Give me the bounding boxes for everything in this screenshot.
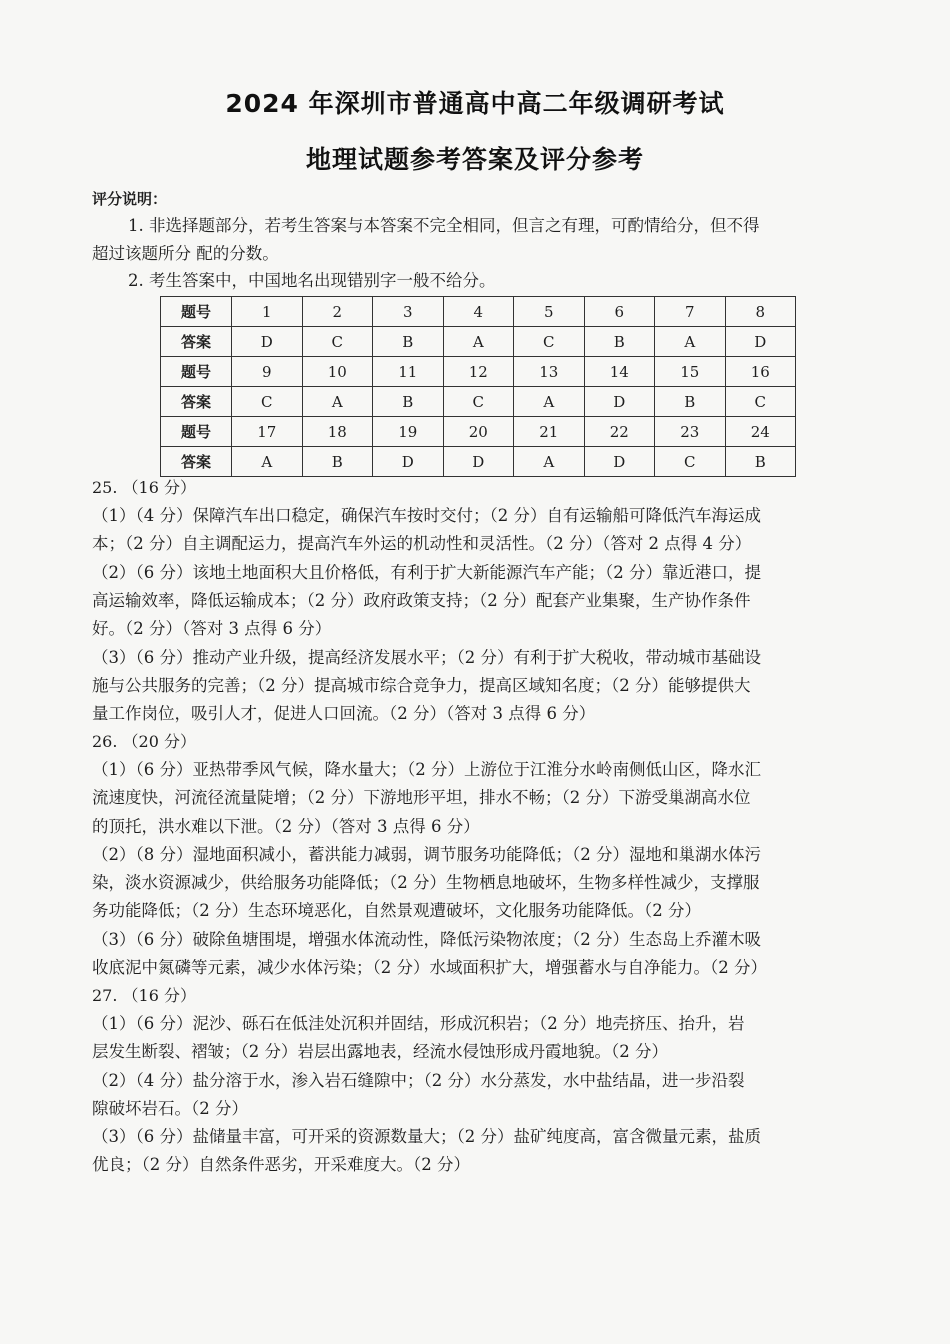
answer-cell: C bbox=[514, 327, 585, 357]
q25-line: 施与公共服务的完善；（2 分）提高城市综合竞争力，提高区域知名度；（2 分）能够提供大 bbox=[92, 676, 751, 695]
question-number: 19 bbox=[373, 417, 444, 447]
answer-cell: A bbox=[232, 447, 303, 477]
q26-line: 的顶托，洪水难以下泄。（2 分）（答对 3 点得 6 分） bbox=[92, 817, 480, 836]
q25-line: 本；（2 分）自主调配运力，提高汽车外运的机动性和灵活性。（2 分）（答对 2 点得 4 分） bbox=[92, 534, 752, 553]
document-subtitle: 地理试题参考答案及评分参考 bbox=[305, 145, 644, 174]
answer-cell: D bbox=[373, 447, 444, 477]
q25-line: （2）（6 分）该地土地面积大且价格低，有利于扩大新能源汽车产能；（2 分）靠近港口，提 bbox=[92, 563, 761, 582]
answer-cell: C bbox=[302, 327, 373, 357]
answer-cell: A bbox=[655, 327, 726, 357]
question-number: 24 bbox=[725, 417, 796, 447]
answer-cell: B bbox=[302, 447, 373, 477]
q27-line: （1）（6 分）泥沙、砾石在低洼处沉积并固结，形成沉积岩；（2 分）地壳挤压、抬升，岩 bbox=[92, 1014, 745, 1033]
answer-cell: D bbox=[584, 447, 655, 477]
table-label-question: 题号 bbox=[161, 297, 232, 327]
q26-line: 收底泥中氮磷等元素，减少水体污染；（2 分）水域面积扩大，增强蓄水与自净能力。（2 分） bbox=[92, 958, 767, 977]
question-number: 1 bbox=[232, 297, 303, 327]
answer-cell: C bbox=[725, 387, 796, 417]
question-number: 10 bbox=[302, 357, 373, 387]
question-number: 6 bbox=[584, 297, 655, 327]
question-number: 18 bbox=[302, 417, 373, 447]
answer-cell: A bbox=[514, 447, 585, 477]
q27-heading: 27. （16 分） bbox=[92, 986, 196, 1005]
scoring-note-1: 1. 非选择题部分，若考生答案与本答案不完全相同，但言之有理，可酌情给分，但不得 bbox=[128, 216, 760, 235]
scoring-notes-heading: 评分说明： bbox=[92, 190, 168, 208]
answer-cell: B bbox=[725, 447, 796, 477]
question-number: 23 bbox=[655, 417, 726, 447]
table-row-numbers-3 bbox=[161, 417, 796, 447]
q26-line: （3）（6 分）破除鱼塘围堤，增强水体流动性，降低污染物浓度；（2 分）生态岛上乔灌木吸 bbox=[92, 930, 761, 949]
q26-line: （1）（6 分）亚热带季风气候，降水量大；（2 分）上游位于江淮分水岭南侧低山区，降水汇 bbox=[92, 760, 761, 779]
answer-cell: D bbox=[584, 387, 655, 417]
q26-line: 务功能降低；（2 分）生态环境恶化，自然景观遭破坏，文化服务功能降低。（2 分） bbox=[92, 901, 701, 920]
question-number: 14 bbox=[584, 357, 655, 387]
table-row-answers-1 bbox=[161, 327, 796, 357]
answer-cell: A bbox=[443, 327, 514, 357]
answer-table bbox=[160, 296, 796, 477]
table-row-numbers-1 bbox=[161, 297, 796, 327]
scoring-note-1-cont: 超过该题所分 配的分数。 bbox=[92, 244, 279, 263]
table-label-question: 题号 bbox=[161, 417, 232, 447]
table-label-answer: 答案 bbox=[161, 327, 232, 357]
answer-cell: C bbox=[443, 387, 514, 417]
table-row-answers-2 bbox=[161, 387, 796, 417]
exam-title: 2024 年深圳市普通高中高二年级调研考试 bbox=[225, 89, 725, 118]
question-number: 7 bbox=[655, 297, 726, 327]
answer-cell: C bbox=[655, 447, 726, 477]
question-number: 17 bbox=[232, 417, 303, 447]
question-number: 13 bbox=[514, 357, 585, 387]
q25-line: （1）（4 分）保障汽车出口稳定，确保汽车按时交付；（2 分）自有运输船可降低汽车海运成 bbox=[92, 506, 761, 525]
table-row-answers-3 bbox=[161, 447, 796, 477]
question-number: 22 bbox=[584, 417, 655, 447]
q27-line: （3）（6 分）盐储量丰富，可开采的资源数量大；（2 分）盐矿纯度高，富含微量元素，盐质 bbox=[92, 1127, 761, 1146]
table-row-numbers-2 bbox=[161, 357, 796, 387]
table-label-question: 题号 bbox=[161, 357, 232, 387]
q27-line: 优良；（2 分）自然条件恶劣，开采难度大。（2 分） bbox=[92, 1155, 470, 1174]
table-label-answer: 答案 bbox=[161, 387, 232, 417]
answer-cell: B bbox=[373, 387, 444, 417]
question-number: 16 bbox=[725, 357, 796, 387]
question-number: 12 bbox=[443, 357, 514, 387]
q27-line: 层发生断裂、褶皱；（2 分）岩层出露地表，经流水侵蚀形成丹霞地貌。（2 分） bbox=[92, 1042, 668, 1061]
q25-line: 高运输效率，降低运输成本；（2 分）政府政策支持；（2 分）配套产业集聚，生产协作条件 bbox=[92, 591, 751, 610]
q25-line: 好。（2 分）（答对 3 点得 6 分） bbox=[92, 619, 332, 638]
q26-line: 染，淡水资源减少，供给服务功能降低；（2 分）生物栖息地破坏，生物多样性减少，支撑服 bbox=[92, 873, 760, 892]
answer-cell: A bbox=[302, 387, 373, 417]
q25-line: 量工作岗位，吸引人才，促进人口回流。（2 分）（答对 3 点得 6 分） bbox=[92, 704, 596, 723]
q27-line: 隙破坏岩石。（2 分） bbox=[92, 1099, 248, 1118]
q26-line: 流速度快，河流径流量陡增；（2 分）下游地形平坦，排水不畅；（2 分）下游受巢湖高水位 bbox=[92, 788, 751, 807]
question-number: 4 bbox=[443, 297, 514, 327]
answer-cell: D bbox=[725, 327, 796, 357]
q25-heading: 25. （16 分） bbox=[92, 478, 196, 497]
question-number: 8 bbox=[725, 297, 796, 327]
answer-cell: B bbox=[584, 327, 655, 357]
question-number: 2 bbox=[302, 297, 373, 327]
answer-cell: C bbox=[232, 387, 303, 417]
answer-cell: D bbox=[443, 447, 514, 477]
q25-line: （3）（6 分）推动产业升级，提高经济发展水平；（2 分）有利于扩大税收，带动城市基础设 bbox=[92, 648, 761, 667]
scoring-note-2: 2. 考生答案中，中国地名出现错别字一般不给分。 bbox=[128, 271, 496, 290]
question-number: 5 bbox=[514, 297, 585, 327]
question-number: 15 bbox=[655, 357, 726, 387]
question-number: 20 bbox=[443, 417, 514, 447]
table-label-answer: 答案 bbox=[161, 447, 232, 477]
q26-heading: 26. （20 分） bbox=[92, 732, 196, 751]
q26-line: （2）（8 分）湿地面积减小，蓄洪能力减弱，调节服务功能降低；（2 分）湿地和巢湖水体污 bbox=[92, 845, 761, 864]
answer-cell: B bbox=[373, 327, 444, 357]
q27-line: （2）（4 分）盐分溶于水，渗入岩石缝隙中；（2 分）水分蒸发，水中盐结晶，进一步沿裂 bbox=[92, 1071, 745, 1090]
question-number: 21 bbox=[514, 417, 585, 447]
answer-cell: A bbox=[514, 387, 585, 417]
answer-cell: D bbox=[232, 327, 303, 357]
question-number: 9 bbox=[232, 357, 303, 387]
answer-cell: B bbox=[655, 387, 726, 417]
question-number: 3 bbox=[373, 297, 444, 327]
question-number: 11 bbox=[373, 357, 444, 387]
